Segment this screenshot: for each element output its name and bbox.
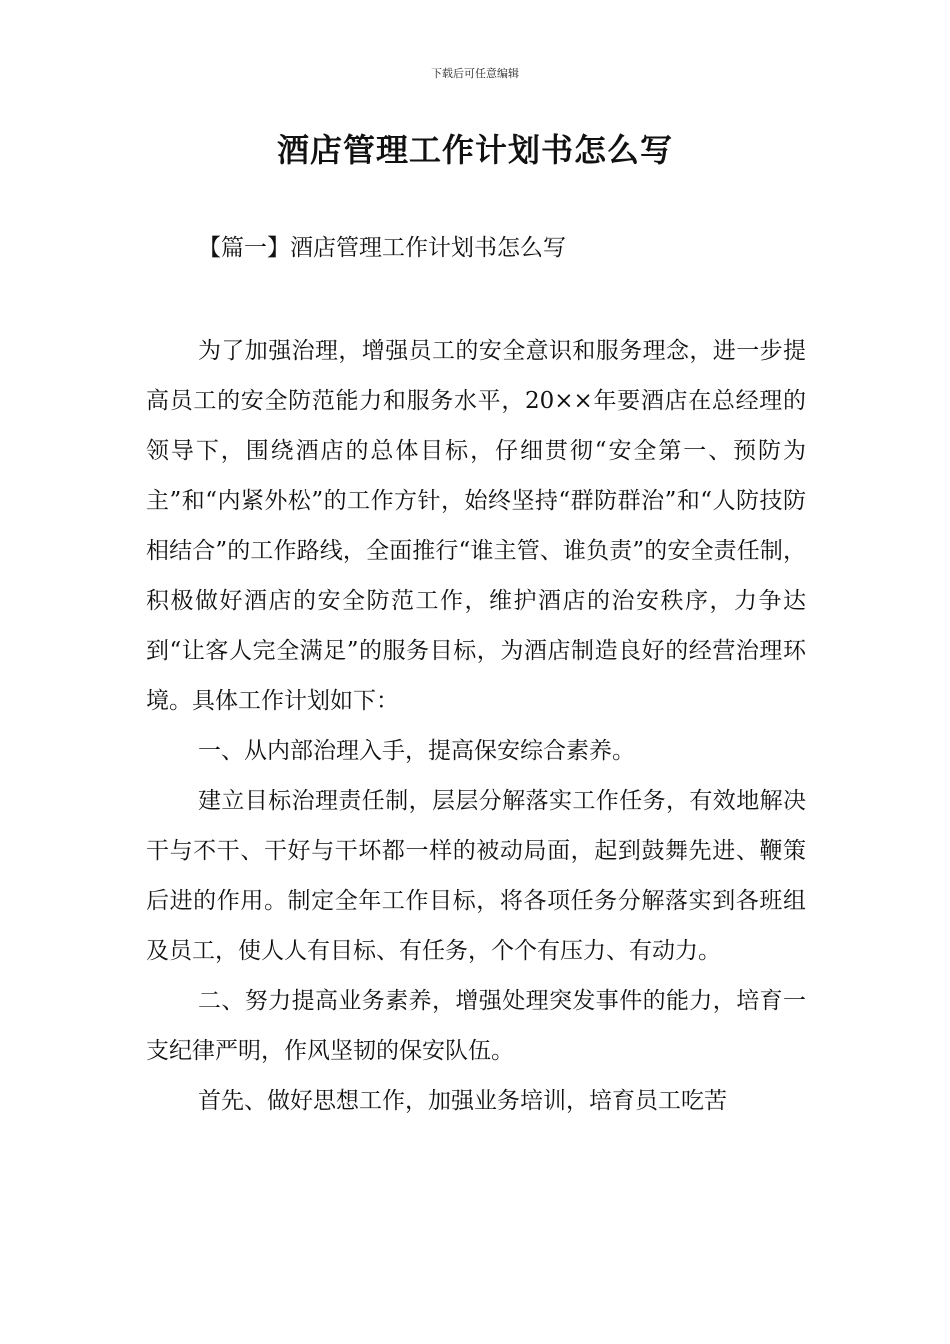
document-body — [146, 326, 806, 1126]
document-title: 酒店管理工作计划书怎么写 — [276, 131, 673, 169]
paragraph-item-one-body: 建立目标治理责任制，层层分解落实工作任务，有效地解决干与不干、干好与干坏都一样的被动局面，起到鼓舞先进、鞭策后进的作用。制定全年工作目标，将各项任务分解落实到各班组及员工，使人人有目标、有任务，个个有压力、有动力。 — [146, 788, 806, 964]
paragraph-intro: 为了加强治理，增强员工的安全意识和服务理念，进一步提高员工的安全防范能力和服务水平，20××年要酒店在总经理的领导下，围绕酒店的总体目标，仔细贯彻“安全第一、预防为主”和“内紧外松”的工作方针，始终坚持“群防群治”和“人防技防相结合”的工作路线，全面推行“谁主管、谁负责”的安全责任制，积极做好酒店的安全防范工作，维护酒店的治安秩序，力争达到“让客人完全满足”的服务目标，为酒店制造良好的经营治理环境。具体工作计划如下： — [146, 338, 806, 714]
paragraph-item-two-heading: 二、努力提高业务素养，增强处理突发事件的能力，培育一支纪律严明，作风坚韧的保安队伍。 — [146, 988, 806, 1064]
paragraph-item-two-body: 首先、做好思想工作，加强业务培训，培育员工吃苦 — [198, 1088, 727, 1114]
section-heading: 【篇一】酒店管理工作计划书怎么写 — [198, 235, 566, 261]
paragraph-item-one-heading: 一、从内部治理入手，提高保安综合素养。 — [198, 738, 635, 764]
header-note: 下载后可任意编辑 — [431, 67, 519, 80]
